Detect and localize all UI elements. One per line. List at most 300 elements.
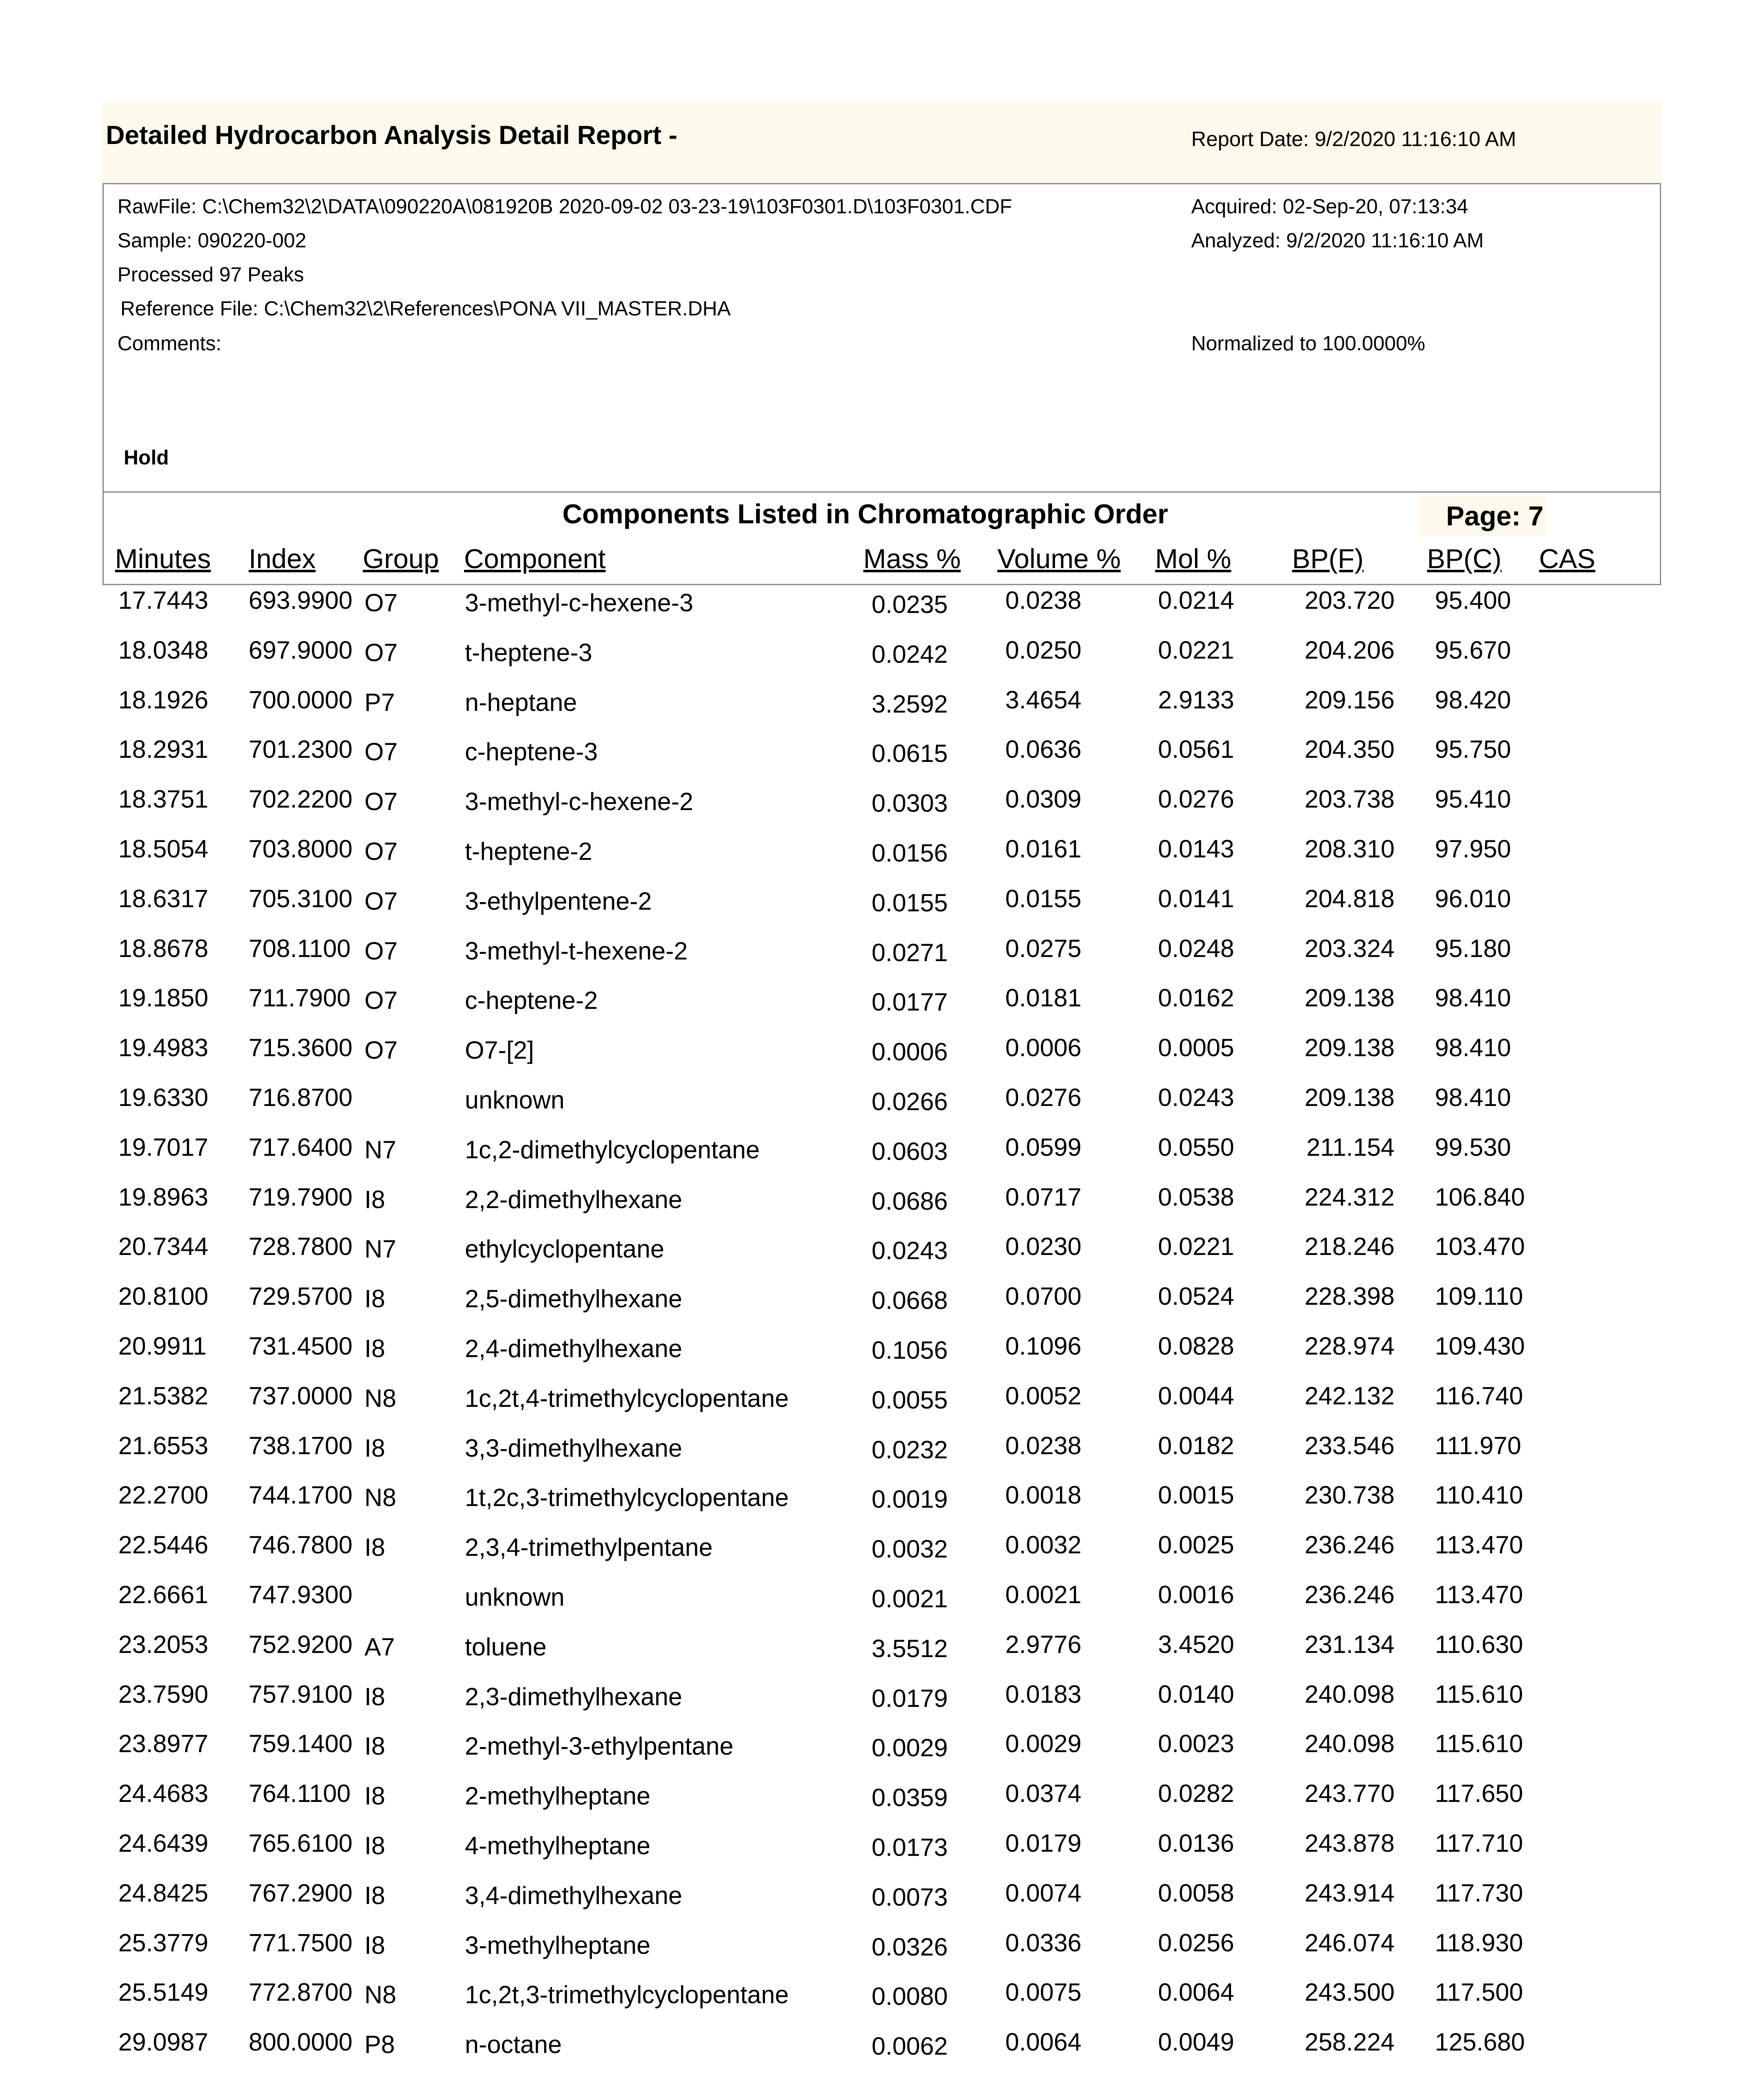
- cell-group: I8: [364, 1782, 386, 1810]
- cell-mass: 0.0359: [872, 1784, 948, 1812]
- cell-mass: 0.0155: [872, 889, 948, 917]
- cell-mol: 0.0538: [1158, 1183, 1234, 1211]
- cell-volume: 0.0276: [1005, 1084, 1082, 1111]
- cell-bpf: 204.350: [1305, 735, 1395, 764]
- cell-bpf: 209.138: [1305, 984, 1395, 1012]
- cell-bpf: 204.818: [1305, 884, 1395, 913]
- cell-volume: 0.0599: [1005, 1133, 1082, 1161]
- cell-bpc: 98.410: [1435, 984, 1511, 1012]
- cell-minutes: 20.8100: [118, 1282, 208, 1311]
- cell-mol: 0.0256: [1158, 1929, 1234, 1957]
- cell-mass: 0.0006: [872, 1038, 948, 1066]
- cell-index: 737.0000: [249, 1382, 353, 1410]
- col-header-bpf: BP(F): [1292, 543, 1364, 574]
- col-header-index: Index: [249, 543, 316, 574]
- cell-minutes: 21.6553: [118, 1431, 208, 1460]
- cell-index: 757.9100: [249, 1680, 353, 1708]
- cell-minutes: 25.3779: [118, 1929, 208, 1957]
- sample-id: Sample: 090220-002: [117, 229, 306, 252]
- cell-volume: 0.0336: [1005, 1929, 1082, 1957]
- cell-bpc: 125.680: [1435, 2028, 1525, 2056]
- cell-bpc: 113.470: [1435, 1531, 1523, 1559]
- cell-index: 764.1100: [249, 1780, 351, 1808]
- cell-component: 2,4-dimethylhexane: [465, 1335, 682, 1362]
- cell-index: 719.7900: [249, 1183, 353, 1211]
- cell-group: I8: [364, 1434, 386, 1462]
- cell-mol: 0.0140: [1158, 1680, 1234, 1708]
- cell-minutes: 24.4683: [118, 1780, 208, 1808]
- cell-bpf: 243.770: [1305, 1780, 1395, 1808]
- cell-volume: 0.0238: [1005, 586, 1082, 614]
- cell-bpc: 109.110: [1435, 1282, 1523, 1311]
- cell-mol: 0.0023: [1158, 1730, 1234, 1758]
- cell-index: 703.8000: [249, 835, 353, 863]
- cell-mol: 0.0524: [1158, 1282, 1234, 1311]
- cell-index: 759.1400: [249, 1730, 353, 1758]
- cell-component: 3-methyl-c-hexene-2: [465, 788, 694, 816]
- cell-index: 767.2900: [249, 1879, 353, 1907]
- info-divider: [103, 491, 1661, 493]
- cell-mass: 0.0266: [872, 1088, 948, 1116]
- table-row: [0, 1083, 1764, 1133]
- cell-component: 1c,2-dimethylcyclopentane: [465, 1135, 760, 1164]
- cell-minutes: 18.0348: [118, 636, 208, 664]
- cell-mol: 0.0282: [1158, 1780, 1234, 1808]
- cell-mol: 0.0214: [1158, 586, 1234, 614]
- cell-index: 715.3600: [249, 1034, 353, 1062]
- cell-bpf: 243.500: [1305, 1978, 1395, 2007]
- cell-index: 738.1700: [249, 1431, 353, 1460]
- cell-bpc: 113.470: [1435, 1581, 1523, 1609]
- cell-bpf: 243.914: [1305, 1879, 1395, 1907]
- cell-minutes: 21.5382: [118, 1382, 208, 1410]
- cell-mol: 0.0141: [1158, 884, 1234, 913]
- section-title: Components Listed in Chromatographic Order: [562, 498, 1168, 529]
- cell-bpf: 203.720: [1305, 586, 1395, 614]
- cell-minutes: 19.1850: [118, 984, 208, 1012]
- cell-bpc: 95.670: [1435, 636, 1511, 664]
- cell-index: 717.6400: [249, 1133, 353, 1161]
- report-title: Detailed Hydrocarbon Analysis Detail Report -: [106, 121, 677, 150]
- cell-mass: 0.1056: [872, 1336, 948, 1364]
- cell-minutes: 18.5054: [118, 835, 208, 863]
- cell-volume: 0.0006: [1005, 1034, 1082, 1062]
- report-date: Report Date: 9/2/2020 11:16:10 AM: [1191, 127, 1516, 151]
- cell-bpf: 208.310: [1305, 835, 1395, 863]
- cell-bpc: 99.530: [1435, 1133, 1511, 1161]
- cell-mol: 0.0025: [1158, 1531, 1234, 1559]
- cell-group: I8: [364, 1931, 386, 1959]
- cell-bpc: 117.500: [1435, 1978, 1523, 2007]
- cell-volume: 0.0074: [1005, 1879, 1082, 1907]
- cell-minutes: 18.3751: [118, 785, 208, 813]
- cell-component: 4-methylheptane: [465, 1832, 650, 1860]
- cell-mass: 0.0603: [872, 1137, 948, 1165]
- cell-component: unknown: [465, 1086, 565, 1114]
- cell-volume: 0.0636: [1005, 735, 1082, 764]
- cell-index: 752.9200: [249, 1630, 353, 1658]
- table-row: [0, 586, 1764, 636]
- table-row: [0, 785, 1764, 835]
- cell-bpc: 115.610: [1435, 1680, 1523, 1708]
- cell-minutes: 18.6317: [118, 884, 208, 913]
- cell-index: 747.9300: [249, 1581, 353, 1609]
- col-header-minutes: Minutes: [115, 543, 211, 574]
- cell-minutes: 22.2700: [118, 1481, 208, 1509]
- cell-minutes: 17.7443: [118, 586, 208, 614]
- cell-minutes: 22.5446: [118, 1531, 208, 1559]
- cell-minutes: 18.1926: [118, 686, 208, 714]
- analyzed-date: Analyzed: 9/2/2020 11:16:10 AM: [1191, 229, 1484, 252]
- cell-volume: 0.0018: [1005, 1481, 1082, 1509]
- cell-mol: 0.0162: [1158, 984, 1234, 1012]
- cell-group: I8: [364, 1185, 386, 1213]
- cell-mass: 0.0055: [872, 1386, 948, 1414]
- cell-bpf: 233.546: [1305, 1431, 1395, 1460]
- cell-bpf: 231.134: [1305, 1630, 1395, 1658]
- table-row: [0, 1133, 1764, 1183]
- table-row: [0, 1978, 1764, 2028]
- cell-mol: 0.0136: [1158, 1829, 1234, 1857]
- cell-bpf: 203.324: [1305, 934, 1395, 962]
- cell-group: O7: [364, 837, 398, 865]
- cell-group: O7: [364, 937, 398, 965]
- table-row: [0, 1531, 1764, 1580]
- cell-component: n-heptane: [465, 688, 577, 716]
- cell-component: 3-methylheptane: [465, 1931, 650, 1959]
- cell-index: 705.3100: [249, 884, 353, 913]
- cell-mol: 0.0049: [1158, 2028, 1234, 2056]
- cell-group: I8: [364, 1285, 386, 1313]
- cell-mol: 0.0143: [1158, 835, 1234, 863]
- cell-volume: 0.1096: [1005, 1332, 1082, 1360]
- cell-component: 3,3-dimethylhexane: [465, 1434, 682, 1462]
- cell-index: 728.7800: [249, 1233, 353, 1261]
- cell-mass: 0.0019: [872, 1485, 948, 1514]
- raw-file: RawFile: C:\Chem32\2\DATA\090220A\081920B 2020-09-02 03-23-19\103F0301.D\103F0301.CDF: [117, 195, 1012, 218]
- cell-bpf: 218.246: [1305, 1233, 1395, 1261]
- cell-bpc: 109.430: [1435, 1332, 1525, 1360]
- table-row: [0, 884, 1764, 934]
- cell-bpc: 103.470: [1435, 1233, 1525, 1261]
- cell-bpf: 204.206: [1305, 636, 1395, 664]
- cell-bpc: 117.650: [1435, 1780, 1523, 1808]
- cell-bpf: 228.398: [1305, 1282, 1395, 1311]
- cell-component: 1c,2t,3-trimethylcyclopentane: [465, 1981, 789, 2009]
- cell-component: 3,4-dimethylhexane: [465, 1881, 682, 1909]
- table-row: [0, 835, 1764, 884]
- cell-group: O7: [364, 1036, 398, 1064]
- cell-mass: 0.0179: [872, 1684, 948, 1712]
- cell-bpc: 117.710: [1435, 1829, 1523, 1857]
- cell-bpc: 97.950: [1435, 835, 1511, 863]
- cell-index: 772.8700: [249, 1978, 353, 2007]
- table-row: [0, 636, 1764, 686]
- cell-bpc: 110.630: [1435, 1630, 1523, 1658]
- table-row: [0, 2028, 1764, 2075]
- col-header-bpc: BP(C): [1427, 543, 1502, 574]
- cell-index: 765.6100: [249, 1829, 353, 1857]
- cell-component: c-heptene-2: [465, 986, 598, 1015]
- cell-index: 771.7500: [249, 1929, 353, 1957]
- cell-component: unknown: [465, 1583, 565, 1611]
- cell-group: O7: [364, 986, 398, 1015]
- cell-group: N8: [364, 1981, 396, 2009]
- cell-group: I8: [364, 1682, 386, 1711]
- cell-component: 3-methyl-t-hexene-2: [465, 937, 688, 965]
- cell-group: O7: [364, 788, 398, 816]
- cell-bpf: 203.738: [1305, 785, 1395, 813]
- cell-group: A7: [364, 1633, 395, 1661]
- cell-volume: 0.0021: [1005, 1581, 1082, 1609]
- cell-group: O7: [364, 589, 398, 617]
- cell-component: 1t,2c,3-trimethylcyclopentane: [465, 1484, 789, 1512]
- cell-bpf: 211.154: [1306, 1133, 1395, 1161]
- processed-peaks: Processed 97 Peaks: [117, 264, 304, 286]
- table-row: [0, 1580, 1764, 1630]
- cell-group: I8: [364, 1832, 386, 1860]
- cell-group: N7: [364, 1235, 396, 1263]
- cell-component: ethylcyclopentane: [465, 1235, 665, 1263]
- cell-mol: 2.9133: [1158, 686, 1234, 714]
- cell-bpf: 209.156: [1305, 686, 1395, 714]
- cell-mol: 0.0044: [1158, 1382, 1234, 1410]
- cell-group: O7: [364, 638, 398, 666]
- cell-minutes: 23.7590: [118, 1680, 208, 1708]
- cell-volume: 0.0183: [1005, 1680, 1082, 1708]
- table-row: [0, 1282, 1764, 1332]
- cell-mol: 0.0828: [1158, 1332, 1234, 1360]
- cell-minutes: 23.8977: [118, 1730, 208, 1758]
- cell-minutes: 20.7344: [118, 1233, 208, 1261]
- cell-minutes: 19.6330: [118, 1084, 208, 1111]
- table-row: [0, 1680, 1764, 1730]
- cell-volume: 0.0309: [1005, 785, 1082, 813]
- cell-index: 729.5700: [249, 1282, 353, 1311]
- cell-component: 2,3,4-trimethylpentane: [465, 1533, 713, 1562]
- cell-bpf: 258.224: [1305, 2028, 1395, 2056]
- cell-minutes: 19.4983: [118, 1034, 208, 1062]
- cell-volume: 0.0250: [1005, 636, 1082, 664]
- col-header-component: Component: [464, 543, 606, 574]
- page-number: Page: 7: [1419, 496, 1547, 536]
- table-row: [0, 1729, 1764, 1779]
- cell-group: I8: [364, 1732, 386, 1760]
- cell-mol: 0.0248: [1158, 934, 1234, 962]
- table-row: [0, 1481, 1764, 1531]
- cell-mass: 0.0080: [872, 1982, 948, 2011]
- cell-index: 701.2300: [249, 735, 353, 764]
- cell-mol: 3.4520: [1158, 1630, 1234, 1658]
- cell-index: 711.7900: [249, 984, 351, 1012]
- table-row: [0, 1183, 1764, 1233]
- cell-bpf: 236.246: [1305, 1581, 1395, 1609]
- cell-bpf: 243.878: [1305, 1829, 1395, 1857]
- cell-bpf: 224.312: [1305, 1183, 1395, 1211]
- cell-volume: 3.4654: [1005, 686, 1082, 714]
- col-header-group: Group: [363, 543, 439, 574]
- cell-index: 731.4500: [249, 1332, 353, 1360]
- cell-minutes: 20.9911: [118, 1332, 207, 1360]
- cell-bpf: 236.246: [1305, 1531, 1395, 1559]
- cell-mass: 0.0073: [872, 1883, 948, 1911]
- cell-bpc: 116.740: [1435, 1382, 1523, 1410]
- cell-minutes: 25.5149: [118, 1978, 208, 2007]
- table-row: [0, 1829, 1764, 1879]
- cell-mass: 3.5512: [872, 1634, 948, 1662]
- cell-mass: 0.0177: [872, 988, 948, 1016]
- cell-mass: 0.0235: [872, 591, 948, 618]
- cell-minutes: 24.8425: [118, 1879, 208, 1907]
- table-row: [0, 1431, 1764, 1481]
- table-row: [0, 735, 1764, 785]
- cell-mass: 0.0686: [872, 1187, 948, 1215]
- cell-volume: 0.0075: [1005, 1978, 1082, 2007]
- cell-index: 716.8700: [249, 1084, 353, 1111]
- cell-minutes: 24.6439: [118, 1829, 208, 1857]
- acquired-date: Acquired: 02-Sep-20, 07:13:34: [1191, 195, 1468, 218]
- cell-component: c-heptene-3: [465, 738, 598, 766]
- cell-bpf: 246.074: [1305, 1929, 1395, 1957]
- cell-bpf: 242.132: [1305, 1382, 1395, 1410]
- cell-volume: 0.0181: [1005, 984, 1082, 1012]
- cell-bpf: 228.974: [1305, 1332, 1395, 1360]
- cell-volume: 0.0179: [1005, 1829, 1082, 1857]
- cell-bpc: 96.010: [1435, 884, 1511, 913]
- cell-volume: 2.9776: [1005, 1630, 1082, 1658]
- cell-mass: 0.0242: [872, 640, 948, 668]
- cell-mass: 0.0156: [872, 839, 948, 867]
- normalized-note: Normalized to 100.0000%: [1191, 332, 1425, 355]
- cell-minutes: 22.6661: [118, 1581, 208, 1609]
- cell-mass: 3.2592: [872, 690, 948, 718]
- cell-component: O7-[2]: [465, 1036, 534, 1064]
- cell-component: 3-methyl-c-hexene-3: [465, 589, 694, 617]
- cell-bpf: 240.098: [1305, 1680, 1395, 1708]
- cell-component: toluene: [465, 1633, 547, 1661]
- hold-label: Hold: [124, 447, 169, 469]
- cell-index: 700.0000: [249, 686, 353, 714]
- cell-component: 3-ethylpentene-2: [465, 887, 652, 915]
- cell-bpc: 98.420: [1435, 686, 1511, 714]
- cell-volume: 0.0374: [1005, 1780, 1082, 1808]
- cell-index: 746.7800: [249, 1531, 353, 1559]
- cell-minutes: 19.8963: [118, 1183, 208, 1211]
- cell-group: P8: [364, 2031, 395, 2059]
- cell-mol: 0.0005: [1158, 1034, 1234, 1062]
- cell-component: 2,5-dimethylhexane: [465, 1285, 682, 1313]
- cell-mol: 0.0016: [1158, 1581, 1234, 1609]
- cell-bpf: 209.138: [1305, 1084, 1395, 1111]
- cell-mol: 0.0058: [1158, 1879, 1234, 1907]
- cell-volume: 0.0064: [1005, 2028, 1082, 2056]
- cell-group: I8: [364, 1335, 386, 1362]
- cell-volume: 0.0700: [1005, 1282, 1082, 1311]
- table-row: [0, 1332, 1764, 1382]
- cell-mass: 0.0668: [872, 1286, 948, 1315]
- cell-mol: 0.0015: [1158, 1481, 1234, 1509]
- cell-mass: 0.0021: [872, 1585, 948, 1613]
- cell-mol: 0.0243: [1158, 1084, 1234, 1111]
- cell-index: 702.2200: [249, 785, 353, 813]
- cell-volume: 0.0717: [1005, 1183, 1082, 1211]
- cell-bpf: 240.098: [1305, 1730, 1395, 1758]
- cell-bpc: 95.400: [1435, 586, 1511, 614]
- cell-group: P7: [364, 688, 395, 716]
- cell-minutes: 29.0987: [118, 2028, 208, 2056]
- col-header-cas: CAS: [1539, 543, 1595, 574]
- cell-group: I8: [364, 1881, 386, 1909]
- cell-mass: 0.0032: [872, 1535, 948, 1563]
- cell-bpc: 115.610: [1435, 1730, 1523, 1758]
- cell-group: O7: [364, 887, 398, 915]
- cell-bpf: 209.138: [1305, 1034, 1395, 1062]
- cell-volume: 0.0238: [1005, 1431, 1082, 1460]
- cell-component: 2,3-dimethylhexane: [465, 1682, 682, 1711]
- cell-bpc: 117.730: [1435, 1879, 1523, 1907]
- cell-component: n-octane: [465, 2031, 562, 2059]
- cell-mol: 0.0550: [1158, 1133, 1234, 1161]
- cell-index: 744.1700: [249, 1481, 353, 1509]
- col-header-mass: Mass %: [863, 543, 961, 574]
- cell-minutes: 18.8678: [118, 934, 208, 962]
- reference-file: Reference File: C:\Chem32\2\References\PONA VII_MASTER.DHA: [120, 298, 731, 320]
- col-header-volume: Volume %: [997, 543, 1121, 574]
- table-row: [0, 1929, 1764, 1978]
- cell-group: N8: [364, 1384, 396, 1412]
- table-row: [0, 1779, 1764, 1829]
- cell-bpc: 98.410: [1435, 1084, 1511, 1111]
- cell-bpc: 118.930: [1435, 1929, 1523, 1957]
- cell-index: 697.9000: [249, 636, 353, 664]
- cell-index: 800.0000: [249, 2028, 353, 2056]
- cell-component: 2-methyl-3-ethylpentane: [465, 1732, 734, 1760]
- cell-volume: 0.0029: [1005, 1730, 1082, 1758]
- cell-mass: 0.0243: [872, 1237, 948, 1265]
- cell-mass: 0.0173: [872, 1833, 948, 1861]
- cell-mass: 0.0029: [872, 1734, 948, 1762]
- cell-volume: 0.0230: [1005, 1233, 1082, 1261]
- cell-mol: 0.0561: [1158, 735, 1234, 764]
- cell-bpc: 111.970: [1435, 1431, 1521, 1460]
- cell-bpc: 110.410: [1435, 1481, 1523, 1509]
- table-row: [0, 1382, 1764, 1431]
- cell-mol: 0.0182: [1158, 1431, 1234, 1460]
- cell-mass: 0.0271: [872, 938, 948, 967]
- table-row: [0, 1033, 1764, 1083]
- cell-mol: 0.0221: [1158, 1233, 1234, 1261]
- cell-mol: 0.0064: [1158, 1978, 1234, 2007]
- cell-mass: 0.0062: [872, 2032, 948, 2060]
- cell-minutes: 19.7017: [118, 1133, 208, 1161]
- cell-volume: 0.0161: [1005, 835, 1082, 863]
- cell-volume: 0.0275: [1005, 934, 1082, 962]
- cell-bpc: 95.180: [1435, 934, 1511, 962]
- table-row: [0, 1630, 1764, 1680]
- cell-bpc: 106.840: [1435, 1183, 1525, 1211]
- cell-mass: 0.0326: [872, 1933, 948, 1961]
- cell-component: t-heptene-2: [465, 837, 592, 865]
- cell-index: 708.1100: [249, 934, 351, 962]
- cell-bpc: 95.750: [1435, 735, 1511, 764]
- cell-minutes: 23.2053: [118, 1630, 208, 1658]
- cell-volume: 0.0032: [1005, 1531, 1082, 1559]
- cell-volume: 0.0052: [1005, 1382, 1082, 1410]
- table-row: [0, 686, 1764, 735]
- col-header-mol: Mol %: [1155, 543, 1231, 574]
- cell-bpf: 230.738: [1305, 1481, 1395, 1509]
- cell-mass: 0.0615: [872, 740, 948, 768]
